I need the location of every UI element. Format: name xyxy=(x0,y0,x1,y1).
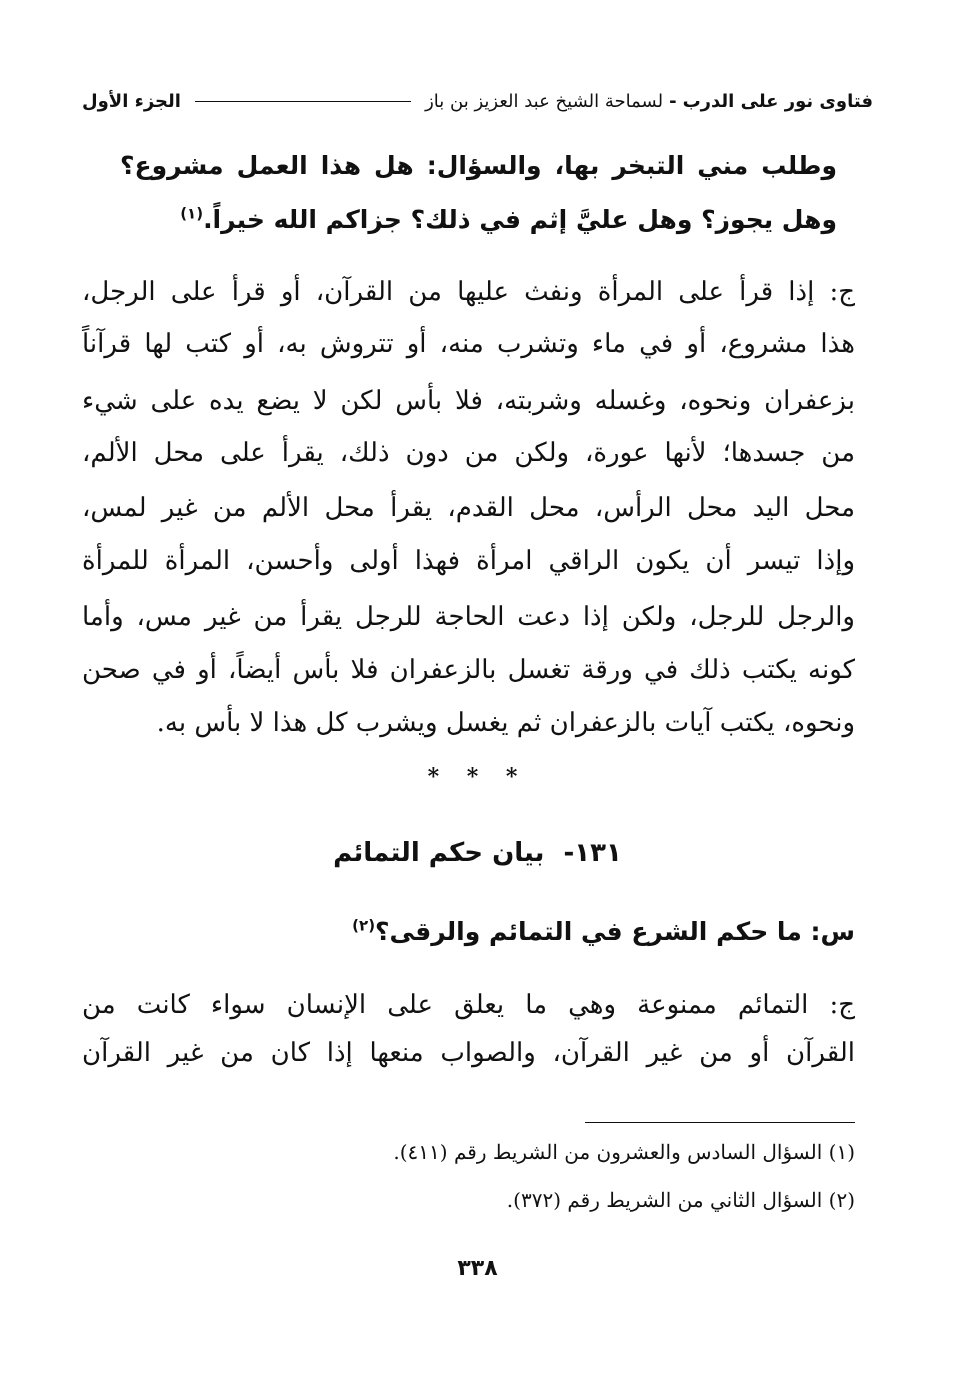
book-title: فتاوى نور على الدرب xyxy=(682,90,873,112)
footnote-marker: (٢) xyxy=(352,916,376,935)
section-title: بيان حكم التمائم xyxy=(333,838,545,868)
answer-line: ج: التمائم ممنوعة وهي ما يعلق على الإنسان سواء كانت من xyxy=(82,990,855,1020)
section-number: ١٣١- xyxy=(563,838,622,868)
page-number: ٣٣٨ xyxy=(457,1256,498,1281)
footnote-marker: (١) xyxy=(180,204,204,223)
volume-label: الجزء الأول xyxy=(82,90,181,112)
answer-line: ج: إذا قرأ على المرأة ونفث عليها من القرآن، أو قرأ على الرجل، xyxy=(82,277,855,307)
footnote-rule xyxy=(585,1122,855,1123)
question-line: وهل يجوز؟ وهل عليَّ إثم في ذلك؟ جزاكم الله خيراً.$^{(١)}$ xyxy=(180,204,837,234)
section-question: س: ما حكم الشرع في التمائم والرقى؟$^{(٢)}$ xyxy=(352,916,855,946)
header-separator: - xyxy=(669,90,677,112)
header-rule xyxy=(195,101,411,102)
answer-line: محل اليد محل الرأس، محل القدم، يقرأ محل الألم من غير لمس، xyxy=(82,493,855,523)
answer-line: من جسدها؛ لأنها عورة، ولكن من دون ذلك، يقرأ على محل الألم، xyxy=(82,438,855,468)
answer-line: كونه يكتب ذلك في ورقة تغسل بالزعفران فلا بأس أيضاً، أو في صحن xyxy=(82,655,855,685)
footnote-1: (١) السؤال السادس والعشرون من الشريط رقم (٤١١). xyxy=(393,1140,855,1164)
footnote-2: (٢) السؤال الثاني من الشريط رقم (٣٧٢). xyxy=(506,1188,855,1212)
section-heading xyxy=(0,838,955,868)
answer-line: وإذا تيسر أن يكون الراقي امرأة فهذا أولى وأحسن، المرأة للمرأة xyxy=(82,546,855,576)
answer-line: القرآن أو من غير القرآن، والصواب منعها إذا كان من غير القرآن xyxy=(82,1038,855,1068)
question-line: وطلب مني التبخر بها، والسؤال: هل هذا العمل مشروع؟ xyxy=(120,151,837,180)
section-separator: * * * xyxy=(427,764,528,790)
answer-line: هذا مشروع، أو في ماء وتشرب منه، أو تتروش به، أو كتب لها قرآناً xyxy=(82,329,855,359)
sheikh-name: لسماحة الشيخ عبد العزيز بن باز xyxy=(425,90,664,112)
running-header xyxy=(82,86,873,116)
answer-line: بزعفران ونحوه، وغسله وشربته، فلا بأس لكن لا يضع يده على شيء xyxy=(82,386,855,416)
answer-line: ونحوه، يكتب آيات بالزعفران ثم يغسل ويشرب كل هذا لا بأس به. xyxy=(156,708,855,738)
answer-line: والرجل للرجل، ولكن إذا دعت الحاجة للرجل يقرأ من غير مس، وأما xyxy=(82,602,855,632)
